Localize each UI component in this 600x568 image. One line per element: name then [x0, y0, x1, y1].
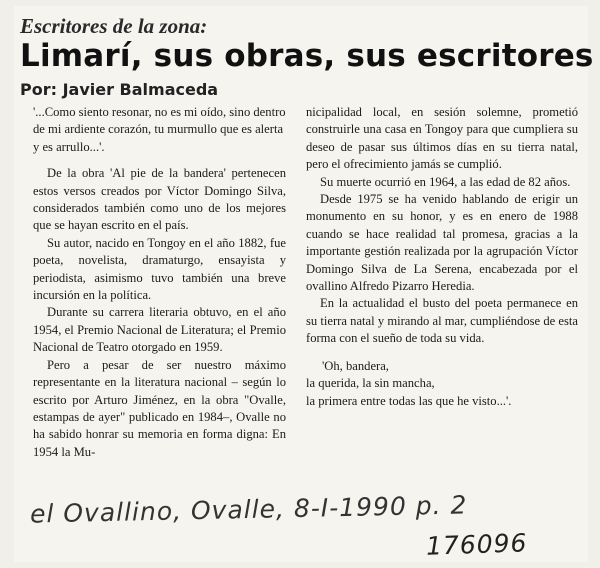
paragraph: De la obra 'Al pie de la bandera' pertenecen estos versos creados por Víctor Domingo Silva, considerados también como uno de los mejores que se hayan escrito en el país. — [33, 166, 286, 233]
paragraph: Pero a pesar de ser nuestro máximo representante en la literatura nacional – según lo escrito por Arturo Jiménez, en la obra "Ovalle, estampas de ayer" publicado en 1984–, Ovalle no ha sabido honrar su memoria en forma digna: En 1954 la Mu- — [33, 357, 286, 459]
paragraph: Su autor, nacido en Tongoy en el año 1882, fue poeta, novelista, dramaturgo, ensayista y periodista, asimismo tuvo también una breve incursión en la política. — [33, 235, 286, 303]
paragraph: nicipalidad local, en sesión solemne, prometió construirle una casa en Tongoy para que cumpliera su deseo de pasar sus últimos días en su tierra natal, pero el ofrecimiento jamás se cumplió. — [306, 105, 578, 172]
handwritten-source-note: el Ovallino, Ovalle, 8-I-1990 p. 2 — [29, 490, 468, 529]
article-byline: Por: Javier Balmaceda — [20, 80, 219, 99]
poem-line: la primera entre todas las que he visto...'. — [306, 393, 512, 408]
paragraph: Su muerte ocurrió en 1964, a las edad de 82 años. — [320, 174, 571, 189]
article-column-right — [306, 104, 578, 410]
handwritten-catalog-number: 176096 — [425, 528, 528, 561]
paragraph: Durante su carrera literaria obtuvo, en el año 1954, el Premio Nacional de Literatura; el Premio Nacional de Teatro otorgado en 1959. — [33, 305, 286, 355]
section-kicker: Escritores de la zona: — [20, 14, 208, 38]
poem-line: 'Oh, bandera, — [322, 358, 389, 373]
paragraph: Desde 1975 se ha venido hablando de erigir un monumento en su honor, y es en enero de 1988 cuando se hace realidad tal promesa, gracias a la importante gestión realizada por la agrupación Víctor Domingo Silva de La Serena, encabezada por el ovallino Alfredo Pizarro Heredia. — [306, 192, 578, 294]
article-column-left — [33, 104, 286, 461]
paragraph: En la actualidad el busto del poeta permanece en su tierra natal y mirando al mar, cumpliéndose de esta forma con el sueño de toda su vida. — [306, 296, 578, 346]
poem-line: la querida, la sin mancha, — [306, 376, 435, 391]
epigraph: '...Como siento resonar, no es mi oído, sino dentro de mi ardiente corazón, tu murmullo que es alerta y es arrullo...'. — [33, 105, 286, 154]
article-headline: Limarí, sus obras, sus escritores — [20, 38, 594, 74]
poem-excerpt — [306, 358, 578, 410]
